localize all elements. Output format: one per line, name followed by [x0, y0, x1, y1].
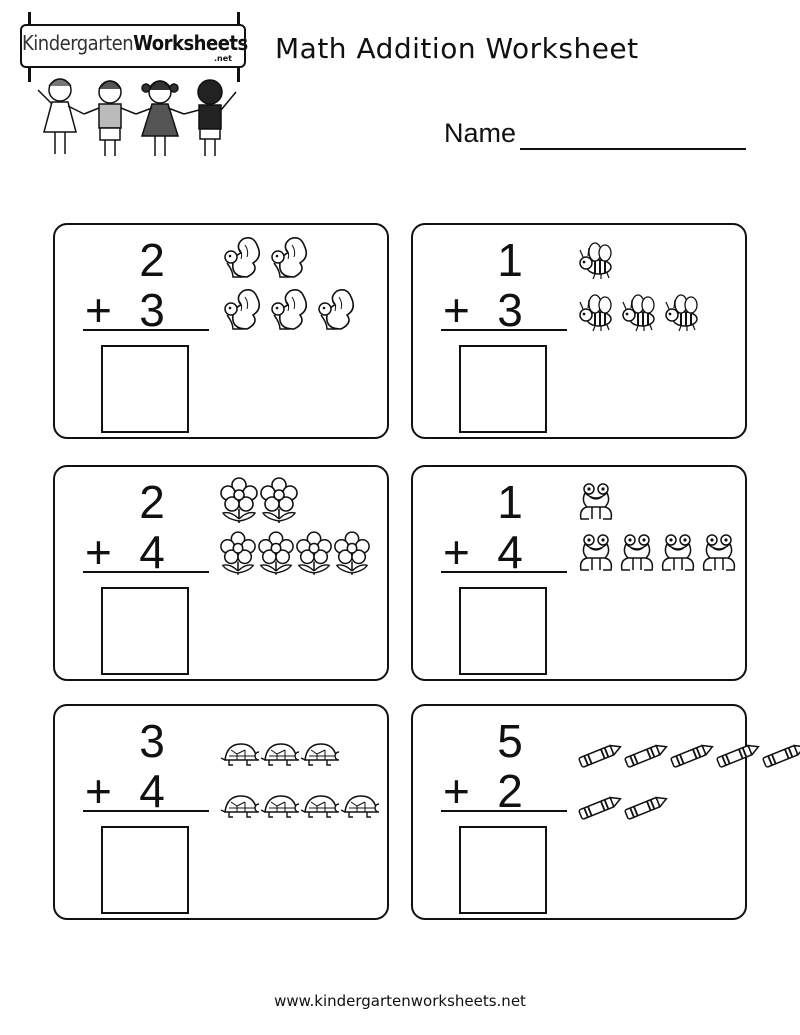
frog-icon [577, 531, 615, 575]
turtle-icon [219, 794, 259, 820]
frog-icon [700, 531, 738, 575]
crayon-icon [669, 742, 715, 768]
sum-line [441, 329, 567, 331]
second-addend-pictures [219, 523, 371, 575]
second-addend-pictures [577, 768, 669, 820]
first-addend: 2 [139, 476, 165, 528]
second-addend: 4 [139, 526, 165, 578]
bee-icon [663, 293, 703, 333]
first-addend-pictures [219, 231, 310, 281]
squirrel-icon [266, 289, 310, 333]
crayon-icon [623, 794, 669, 820]
sum-line [441, 571, 567, 573]
squirrel-icon [313, 289, 357, 333]
logo-suffix: .net [214, 54, 232, 63]
plus-sign: + [85, 765, 112, 817]
first-addend: 1 [497, 234, 523, 286]
bee-icon [620, 293, 660, 333]
first-addend-pictures [577, 718, 800, 768]
logo-sign [20, 24, 246, 68]
first-addend: 1 [497, 476, 523, 528]
turtle-icon [259, 794, 299, 820]
flower-icon [333, 531, 371, 575]
name-line[interactable] [520, 148, 746, 150]
plus-sign: + [85, 284, 112, 336]
second-addend-pictures [219, 281, 357, 333]
kids-holding-hands-illustration [32, 70, 242, 164]
name-label: Name [444, 118, 517, 148]
flower-icon [219, 531, 257, 575]
second-addend-pictures [577, 281, 703, 333]
turtle-icon [219, 742, 259, 768]
turtle-icon [339, 794, 379, 820]
plus-sign: + [443, 526, 470, 578]
problem-card [411, 704, 747, 920]
crayon-icon [623, 742, 669, 768]
second-addend: 3 [497, 284, 523, 336]
second-addend: 3 [139, 284, 165, 336]
frog-icon [577, 481, 615, 523]
second-addend: 2 [497, 765, 523, 817]
logo-text: KindergartenWorksheets [22, 31, 248, 55]
first-addend: 2 [139, 234, 165, 286]
first-addend-pictures [219, 718, 339, 768]
problem-card [53, 223, 389, 439]
sum-line [83, 329, 209, 331]
answer-box[interactable] [459, 345, 547, 433]
first-addend: 3 [139, 715, 165, 767]
turtle-icon [259, 742, 299, 768]
flower-icon [295, 531, 333, 575]
first-addend-pictures [577, 231, 617, 281]
crayon-icon [761, 742, 800, 768]
answer-box[interactable] [459, 826, 547, 914]
sum-line [83, 810, 209, 812]
turtle-icon [299, 742, 339, 768]
turtle-icon [299, 794, 339, 820]
answer-box[interactable] [101, 345, 189, 433]
flower-icon [259, 477, 299, 523]
footer-url[interactable]: www.kindergartenworksheets.net [274, 992, 526, 1010]
squirrel-icon [266, 237, 310, 281]
problem-card [411, 465, 747, 681]
sum-line [441, 810, 567, 812]
squirrel-icon [219, 237, 263, 281]
second-addend: 4 [497, 526, 523, 578]
site-logo[interactable] [18, 12, 250, 162]
plus-sign: + [443, 765, 470, 817]
crayon-icon [715, 742, 761, 768]
bee-icon [577, 241, 617, 281]
problem-card [411, 223, 747, 439]
answer-box[interactable] [101, 826, 189, 914]
first-addend: 5 [497, 715, 523, 767]
plus-sign: + [85, 526, 112, 578]
frog-icon [659, 531, 697, 575]
second-addend-pictures [219, 768, 379, 820]
first-addend-pictures [219, 473, 299, 523]
page-title: Math Addition Worksheet [275, 32, 639, 65]
first-addend-pictures [577, 473, 615, 523]
answer-box[interactable] [101, 587, 189, 675]
problem-card [53, 465, 389, 681]
problem-card [53, 704, 389, 920]
second-addend: 4 [139, 765, 165, 817]
flower-icon [257, 531, 295, 575]
crayon-icon [577, 794, 623, 820]
plus-sign: + [443, 284, 470, 336]
bee-icon [577, 293, 617, 333]
flower-icon [219, 477, 259, 523]
sum-line [83, 571, 209, 573]
frog-icon [618, 531, 656, 575]
squirrel-icon [219, 289, 263, 333]
answer-box[interactable] [459, 587, 547, 675]
crayon-icon [577, 742, 623, 768]
second-addend-pictures [577, 523, 738, 575]
